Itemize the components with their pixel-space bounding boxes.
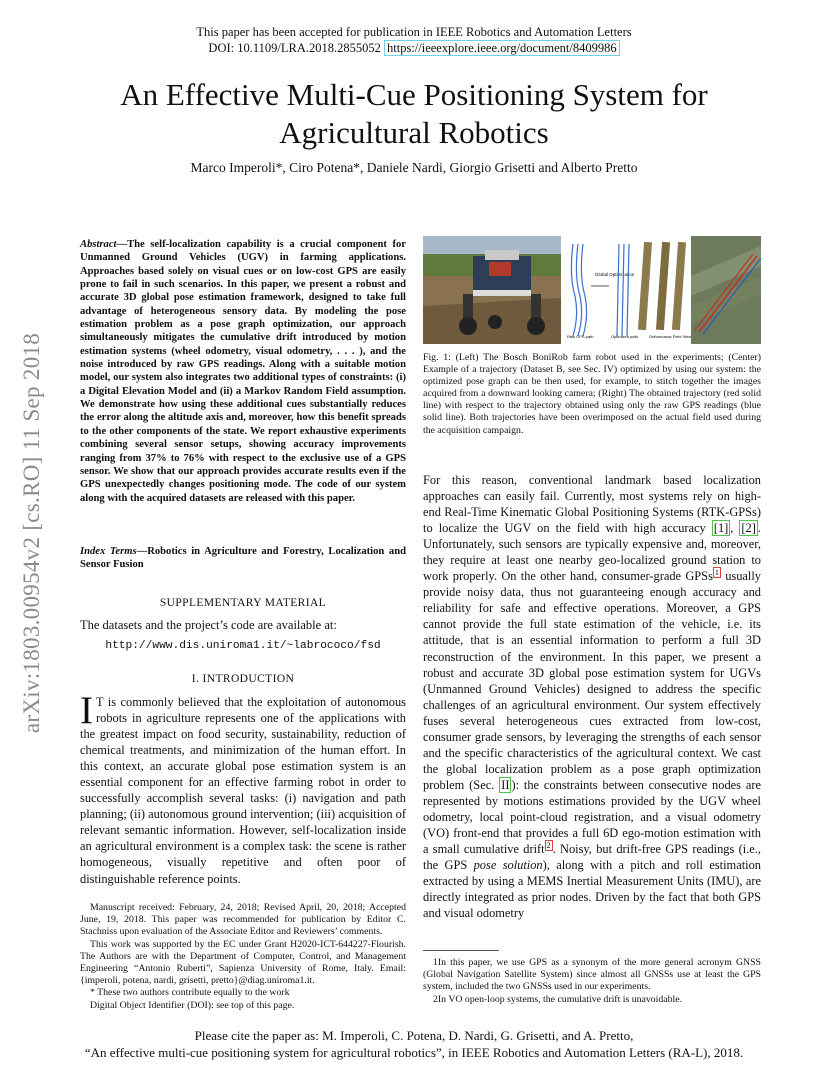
field-overlay-photo	[691, 236, 761, 344]
footnote-link-1[interactable]: 1	[714, 568, 719, 578]
supplementary-url[interactable]: http://www.dis.uniroma1.it/~labrococo/fsd	[105, 640, 381, 652]
introduction-body: T is commonly believed that the exploitation of autonomous robots in agriculture represents one of the applications with the greatest impact on food security, sustainability, reduction of chemical treatments, and minimization of the human effort. In this context, an accurate global pose estimation system is an essential component for an effective farming robot in order to successfully accomplish several tasks: (i) navigation and path planning; (ii) autonomous ground intervention; (iii) acquisition of relevant semantic information. However, self-localization inside an agricultural environment is a complex task: the scene is rather homogeneous, visually repetitive and often poor of distinguishable reference points.	[80, 695, 406, 886]
body-part-5: . Noisy, but drift-free GPS readings (i.e., the GPS	[423, 842, 761, 873]
body-part-2: . Unfortunately, such sensors are typically expensive and, moreover, they require at least one nearby geo-localized ground station to work properly. On the other hand, consumer-grade GPSs	[423, 521, 761, 584]
footnote-1: 1In this paper, we use GPS as a synonym of the more general acronym GNSS (Global Navigation Satellite System) since almost all GNSSs use at least the GPS system, included the two GNSSs used in our experiments.	[423, 957, 761, 993]
supplementary-heading: SUPPLEMENTARY MATERIAL	[159, 597, 327, 609]
notice-line: This paper has been accepted for publication in IEEE Robotics and Automation Letters	[196, 25, 632, 39]
doi-line	[0, 40, 828, 56]
dropcap: I	[80, 689, 93, 732]
pose-solution-term: pose solution	[473, 858, 543, 873]
footnote-rule	[423, 950, 499, 951]
right-column-body: For this reason, conventional landmark based localization approaches can easily fail. Currently, most systems rely on high-end Real-Time Kinematic Global Positioning Systems (RTK-GPSs) to localize the UGV on the field with high accuracy [1] , [2] . Unfortunately, such sensors are typically expensive and, moreover, they require at least one nearby geo-localized ground station to work properly. On the other hand, consumer-grade GPSs $^1$ usually provide noisy data, thus not guaranteeing enough accuracy and reliability for safe and effective operations. Moreover, a GPS cannot provide the full state estimation of the vehicle, i.e. its attitude, that is an essential information to perform a full 3D reconstruction of the environment. In this paper, we present a robust and accurate 3D global pose estimation system for UGVs (Unmanned Ground Vehicles) designed to address the specific challenges of an agricultural environment. Our system effectively fuses several heterogeneous cues extracted from low-cost, consumer grade sensors, by leveraging the strengths of each sensor and the specific characteristics of the agricultural context. We cast the global localization problem as a pose graph optimization problem (Sec. II ): the constraints between consecutive nodes are represented by motions estimations provided by the UGV wheel odometry, local point-cloud registration, and a visual odometry (VO) front-end that provides a full 6D ego-motion estimation with a small cumulative drift $^2$ . Noisy, but drift-free GPS readings (i.e., the GPS pose solution), along with a pitch and roll estimation extracted by using a MEMS Inertial Measurement Units (IMU), are directly integrated as prior nodes. Driven by the fact that both GPS and visual odometry	[423, 473, 762, 921]
footnote-link-2[interactable]: 2	[546, 840, 551, 850]
doi-text: DOI: 10.1109/LRA.2018.2855052	[208, 41, 381, 55]
funding-note: This work was supported by the EC under Grant H2020-ICT-644227-Flourish. The Authors are with the Department of Computer, Control, and Management Engineering “Antonio Ruberti”, Sapienza University of Rome, Italy. Email: {imperoli, potena, nardi, grisetti, pretto}@diag.uniroma1.it.	[80, 938, 406, 987]
index-terms-label: Index Terms	[80, 546, 137, 557]
doi-link[interactable]: https://ieeexplore.ieee.org/document/8409986	[384, 40, 620, 56]
footnotes-left	[80, 902, 406, 1012]
body-part-6: ), along with a pitch and roll estimation extracted by using a MEMS Inertial Measurement Units (IMU), are directly integrated as prior nodes. Driven by the fact that both GPS and visual odometry	[423, 858, 761, 921]
title-line-1: An Effective Multi-Cue Positioning System for	[120, 77, 708, 112]
title-line-2: Agricultural Robotics	[279, 115, 549, 150]
body-part-3: usually provide noisy data, thus not guaranteeing enough accuracy and reliability for safe and effective operations. Moreover, a GPS cannot provide the full state estimation of the vehicle, i.e. its attitude, that is an essential information to perform a full 3D reconstruction of the environment. In this paper, we present a robust and accurate 3D global pose estimation system for UGVs (Unmanned Ground Vehicles) designed to address the specific challenges of an agricultural environment. Our system effectively fuses several heterogeneous cues extracted from low-cost, consumer grade sensors, by leveraging the strengths of each sensor and the specific characteristics of the agricultural context. We cast the global localization problem as a pose graph optimization problem (Sec.	[423, 569, 762, 792]
label-raw-gps: Raw GPS path	[567, 334, 594, 339]
citation-line-2: “An effective multi-cue positioning system for agricultural robotics”, in IEEE Robotics and Automation Letters (RA-L), 2018.	[84, 1045, 744, 1060]
supplementary-text: The datasets and the project’s code are available at:	[80, 618, 337, 632]
section-link-2[interactable]: II	[501, 777, 510, 792]
author-list: Marco Imperoli*, Ciro Potena*, Daniele Nardi, Giorgio Grisetti and Alberto Pretto	[190, 160, 638, 175]
citation-link-2[interactable]: [2]	[741, 521, 756, 536]
index-terms	[80, 545, 406, 572]
abstract-text: —The self-localization capability is a crucial component for Unmanned Ground Vehicles (UGV) in farming applications. Approaches based solely on visual cues or on low-cost GPS are easily prone to fail in such scenarios. In this paper, we present a robust and accurate 3D global pose estimation framework, designed to take full advantage of heterogeneous sensory data. By modeling the pose estimation problem as a pose graph optimization, our approach simultaneously mitigates the cumulative drift introduced by motion estimation systems (wheel odometry, visual odometry, . . . ), and the noise introduced by raw GPS readings. Along with a suitable motion model, our system also integrates two additional types of constraints: (i) a Digital Elevation Model and (ii) a Markov Random Field assumption. We demonstrate how using these additional cues substantially reduces the error along the altitude axis and, moreover, how this benefit spreads to the other components of the state. We report exhaustive experiments combining several sensor setups, showing accuracy improvements ranging from 37% to 76% with respect to the exclusive use of a GPS sensor. We show that our approach provides accurate results even if the GPS unexpectedly changes positioning mode. The code of our system along with the acquired datasets are released with this paper.	[80, 239, 406, 504]
equal-contribution-note: * These two authors contribute equally to the work	[90, 987, 290, 999]
doi-note: Digital Object Identifier (DOI): see top of this page.	[90, 999, 295, 1011]
figure-1	[423, 236, 761, 344]
abstract-label: Abstract	[80, 239, 117, 250]
citation-notice	[0, 1027, 828, 1061]
footnote-2: 2In VO open-loop systems, the cumulative drift is unavoidable.	[433, 993, 683, 1005]
arxiv-stamp: arXiv:1803.00954v2 [cs.RO] 11 Sep 2018	[19, 332, 44, 734]
introduction-text	[80, 689, 406, 887]
label-global-optimization: Global Optimization	[595, 272, 635, 277]
manuscript-note: Manuscript received: February, 24, 2018; Revised April, 20, 2018; Accepted June, 19, 2018. This paper was recommended for publication by Editor C. Stachniss upon evaluation of the Associate Editor and Reviewers’ comments.	[80, 902, 406, 938]
publication-notice	[0, 24, 828, 56]
body-part-1: For this reason, conventional landmark based localization approaches can easily fail. Currently, most systems rely on high-end Real-Time Kinematic Global Positioning Systems (RTK-GPSs) to localize the UGV on the field with high accuracy	[423, 473, 761, 536]
label-orthomosaic: Orthomosaic Field View	[649, 334, 692, 339]
abstract	[80, 238, 406, 505]
paper-title	[0, 76, 828, 152]
body-part-4: ): the constraints between consecutive nodes are represented by motions estimations provided by the UGV wheel odometry, local point-cloud registration, and a visual odometry (VO) front-end that provides a full 6D ego-motion estimation with a small cumulative drift	[423, 777, 761, 857]
introduction-heading: I. INTRODUCTION	[191, 673, 295, 685]
trajectory-diagram	[566, 236, 691, 344]
footnotes-right	[423, 957, 761, 1006]
index-terms-text: —Robotics in Agriculture and Forestry, Localization and Sensor Fusion	[80, 546, 406, 571]
label-optimized: Optimized path	[611, 334, 638, 339]
citation-line-1: Please cite the paper as: M. Imperoli, C. Potena, D. Nardi, G. Grisetti, and A. Pretto,	[194, 1028, 634, 1043]
robot-photo	[423, 236, 561, 344]
figure-caption: Fig. 1: (Left) The Bosch BoniRob farm robot used in the experiments; (Center) Example of a trajectory (Dataset B, see Sec. IV) optimized by using our system: the optimized pose graph can be then used, for example, to stitch together the images acquired from a downward looking camera; (Right) The obtained trajectory (red solid line) with respect to the trajectory obtained using only the raw GPS readings (blue solid line). Both trajectories have been overimposed on the actual field used during the acquisition campaign.	[423, 352, 761, 436]
citation-link-1[interactable]: [1]	[713, 521, 729, 536]
